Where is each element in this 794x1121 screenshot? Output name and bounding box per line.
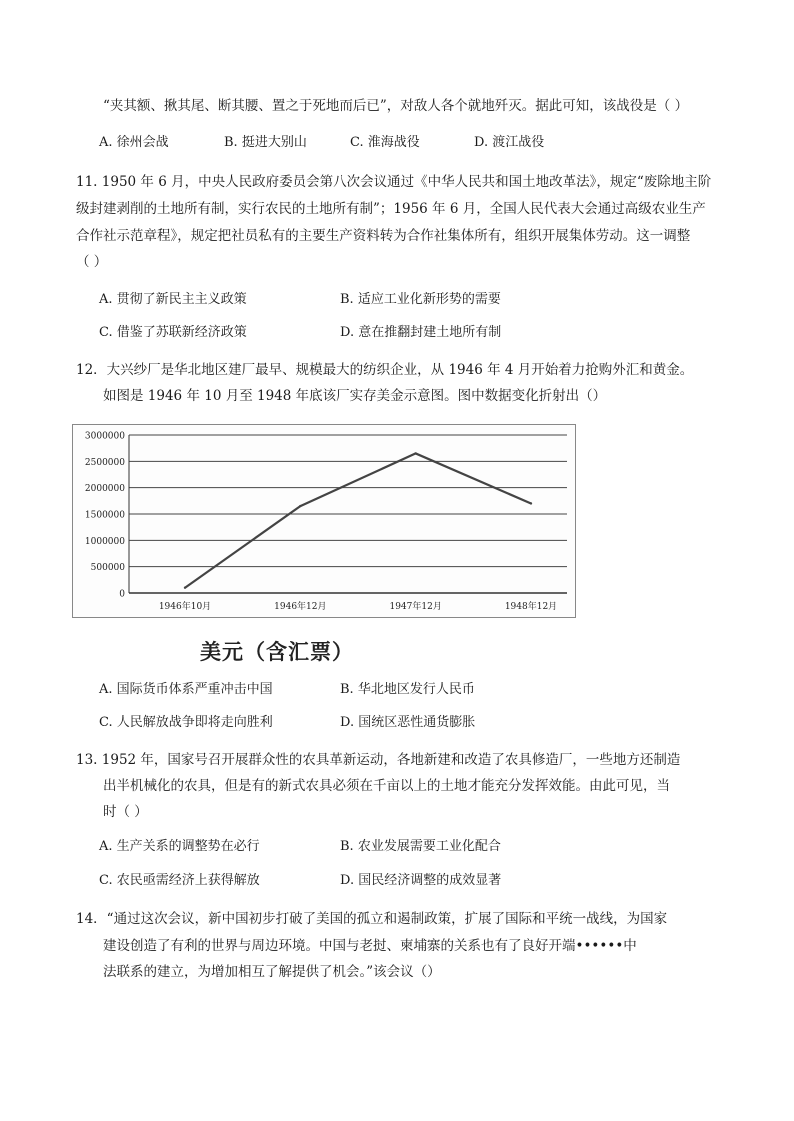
y-tick-label: 500000 — [90, 563, 125, 574]
line-chart-svg — [73, 425, 575, 617]
q11-option-a: A. 贯彻了新民主主义政策 — [99, 292, 247, 307]
q13-option-a: A. 生产关系的调整势在必行 — [99, 839, 260, 854]
q14-stem-line3: 法联系的建立，为增加相互了解提供了机会。”该会议（） — [103, 964, 441, 980]
q12-option-b: B. 华北地区发行人民币 — [340, 682, 475, 697]
y-tick-label: 3000000 — [84, 431, 125, 442]
x-tick-label: 1947年12月 — [389, 602, 442, 612]
q12-stem-line1: 12．大兴纱厂是华北地区建厂最早、规模最大的纺织企业，从 1946 年 4 月开始着力抢购外汇和黄金。 — [76, 362, 694, 378]
q13-stem-line2: 出半机械化的农具，但是有的新式农具必须在千亩以上的土地才能充分发挥效能。由此可见，当 — [103, 778, 670, 794]
q13-stem-line1: 13. 1952 年，国家号召开展群众性的农具革新运动，各地新建和改造了农具修造厂，一些地方还制造 — [76, 752, 681, 768]
q12-option-c: C. 人民解放战争即将走向胜利 — [99, 715, 273, 730]
q10-option-c: C. 淮海战役 — [350, 135, 420, 150]
q12-option-a: A. 国际货币体系严重冲击中国 — [99, 682, 273, 697]
series-line — [185, 453, 531, 587]
q14-stem-line2: 建设创造了有利的世界与周边环境。中国与老挝、柬埔寨的关系也有了良好开端••••••中 — [103, 938, 637, 954]
q14-stem-line1: 14．“通过这次会议，新中国初步打破了美国的孤立和遏制政策，扩展了国际和平统一战线，为国家 — [76, 911, 668, 927]
data-point — [530, 502, 532, 504]
q11-stem-line3: 合作社示范章程》，规定把社员私有的主要生产资料转为合作社集体所有，组织开展集体劳动。这一调整 — [76, 228, 691, 244]
y-tick-label: 1500000 — [84, 510, 125, 521]
x-tick-label: 1948年12月 — [504, 602, 558, 612]
chart-caption: 美元（含汇票） — [200, 640, 354, 664]
y-tick-label: 1000000 — [84, 536, 125, 547]
q11-option-d: D. 意在推翻封建土地所有制 — [340, 325, 502, 340]
q10-stem: “夹其额、揪其尾、断其腰、置之于死地而后已”，对敌人各个就地歼灭。据此可知，该战役是（ ） — [103, 98, 689, 114]
q11-stem-line2: 级封建剥削的土地所有制，实行农民的土地所有制”；1956 年 6 月，全国人民代表大会通过高级农业生产 — [76, 201, 706, 217]
data-point — [184, 587, 186, 589]
q13-option-c: C. 农民亟需经济上获得解放 — [99, 873, 260, 888]
q13-option-d: D. 国民经济调整的成效显著 — [340, 873, 502, 888]
q10-option-a: A. 徐州会战 — [99, 135, 169, 150]
q11-option-c: C. 借鉴了苏联新经济政策 — [99, 325, 247, 340]
x-tick-label: 1946年10月 — [158, 602, 212, 612]
q12-stem-line2: 如图是 1946 年 10 月至 1948 年底该厂实存美金示意图。图中数据变化折射出（） — [103, 388, 607, 404]
data-point — [299, 505, 301, 507]
data-point — [414, 452, 416, 454]
q11-stem-line1: 11. 1950 年 6 月，中央人民政府委员会第八次会议通过《中华人民共和国土地改革法》，规定“废除地主阶 — [76, 174, 712, 190]
q13-stem-line3: 时（ ） — [103, 804, 148, 820]
q11-option-b: B. 适应工业化新形势的需要 — [340, 292, 501, 307]
q13-option-b: B. 农业发展需要工业化配合 — [340, 839, 501, 854]
usd-holdings-chart — [72, 424, 576, 618]
y-tick-label: 2500000 — [84, 457, 125, 468]
q12-option-d: D. 国统区恶性通货膨胀 — [340, 715, 476, 730]
q10-option-d: D. 渡江战役 — [474, 135, 545, 150]
y-tick-label: 2000000 — [84, 484, 125, 495]
x-tick-label: 1946年12月 — [274, 602, 327, 612]
y-tick-label: 0 — [119, 589, 125, 600]
q11-stem-line4: （ ） — [76, 254, 108, 270]
q10-option-b: B. 挺进大别山 — [224, 135, 307, 150]
